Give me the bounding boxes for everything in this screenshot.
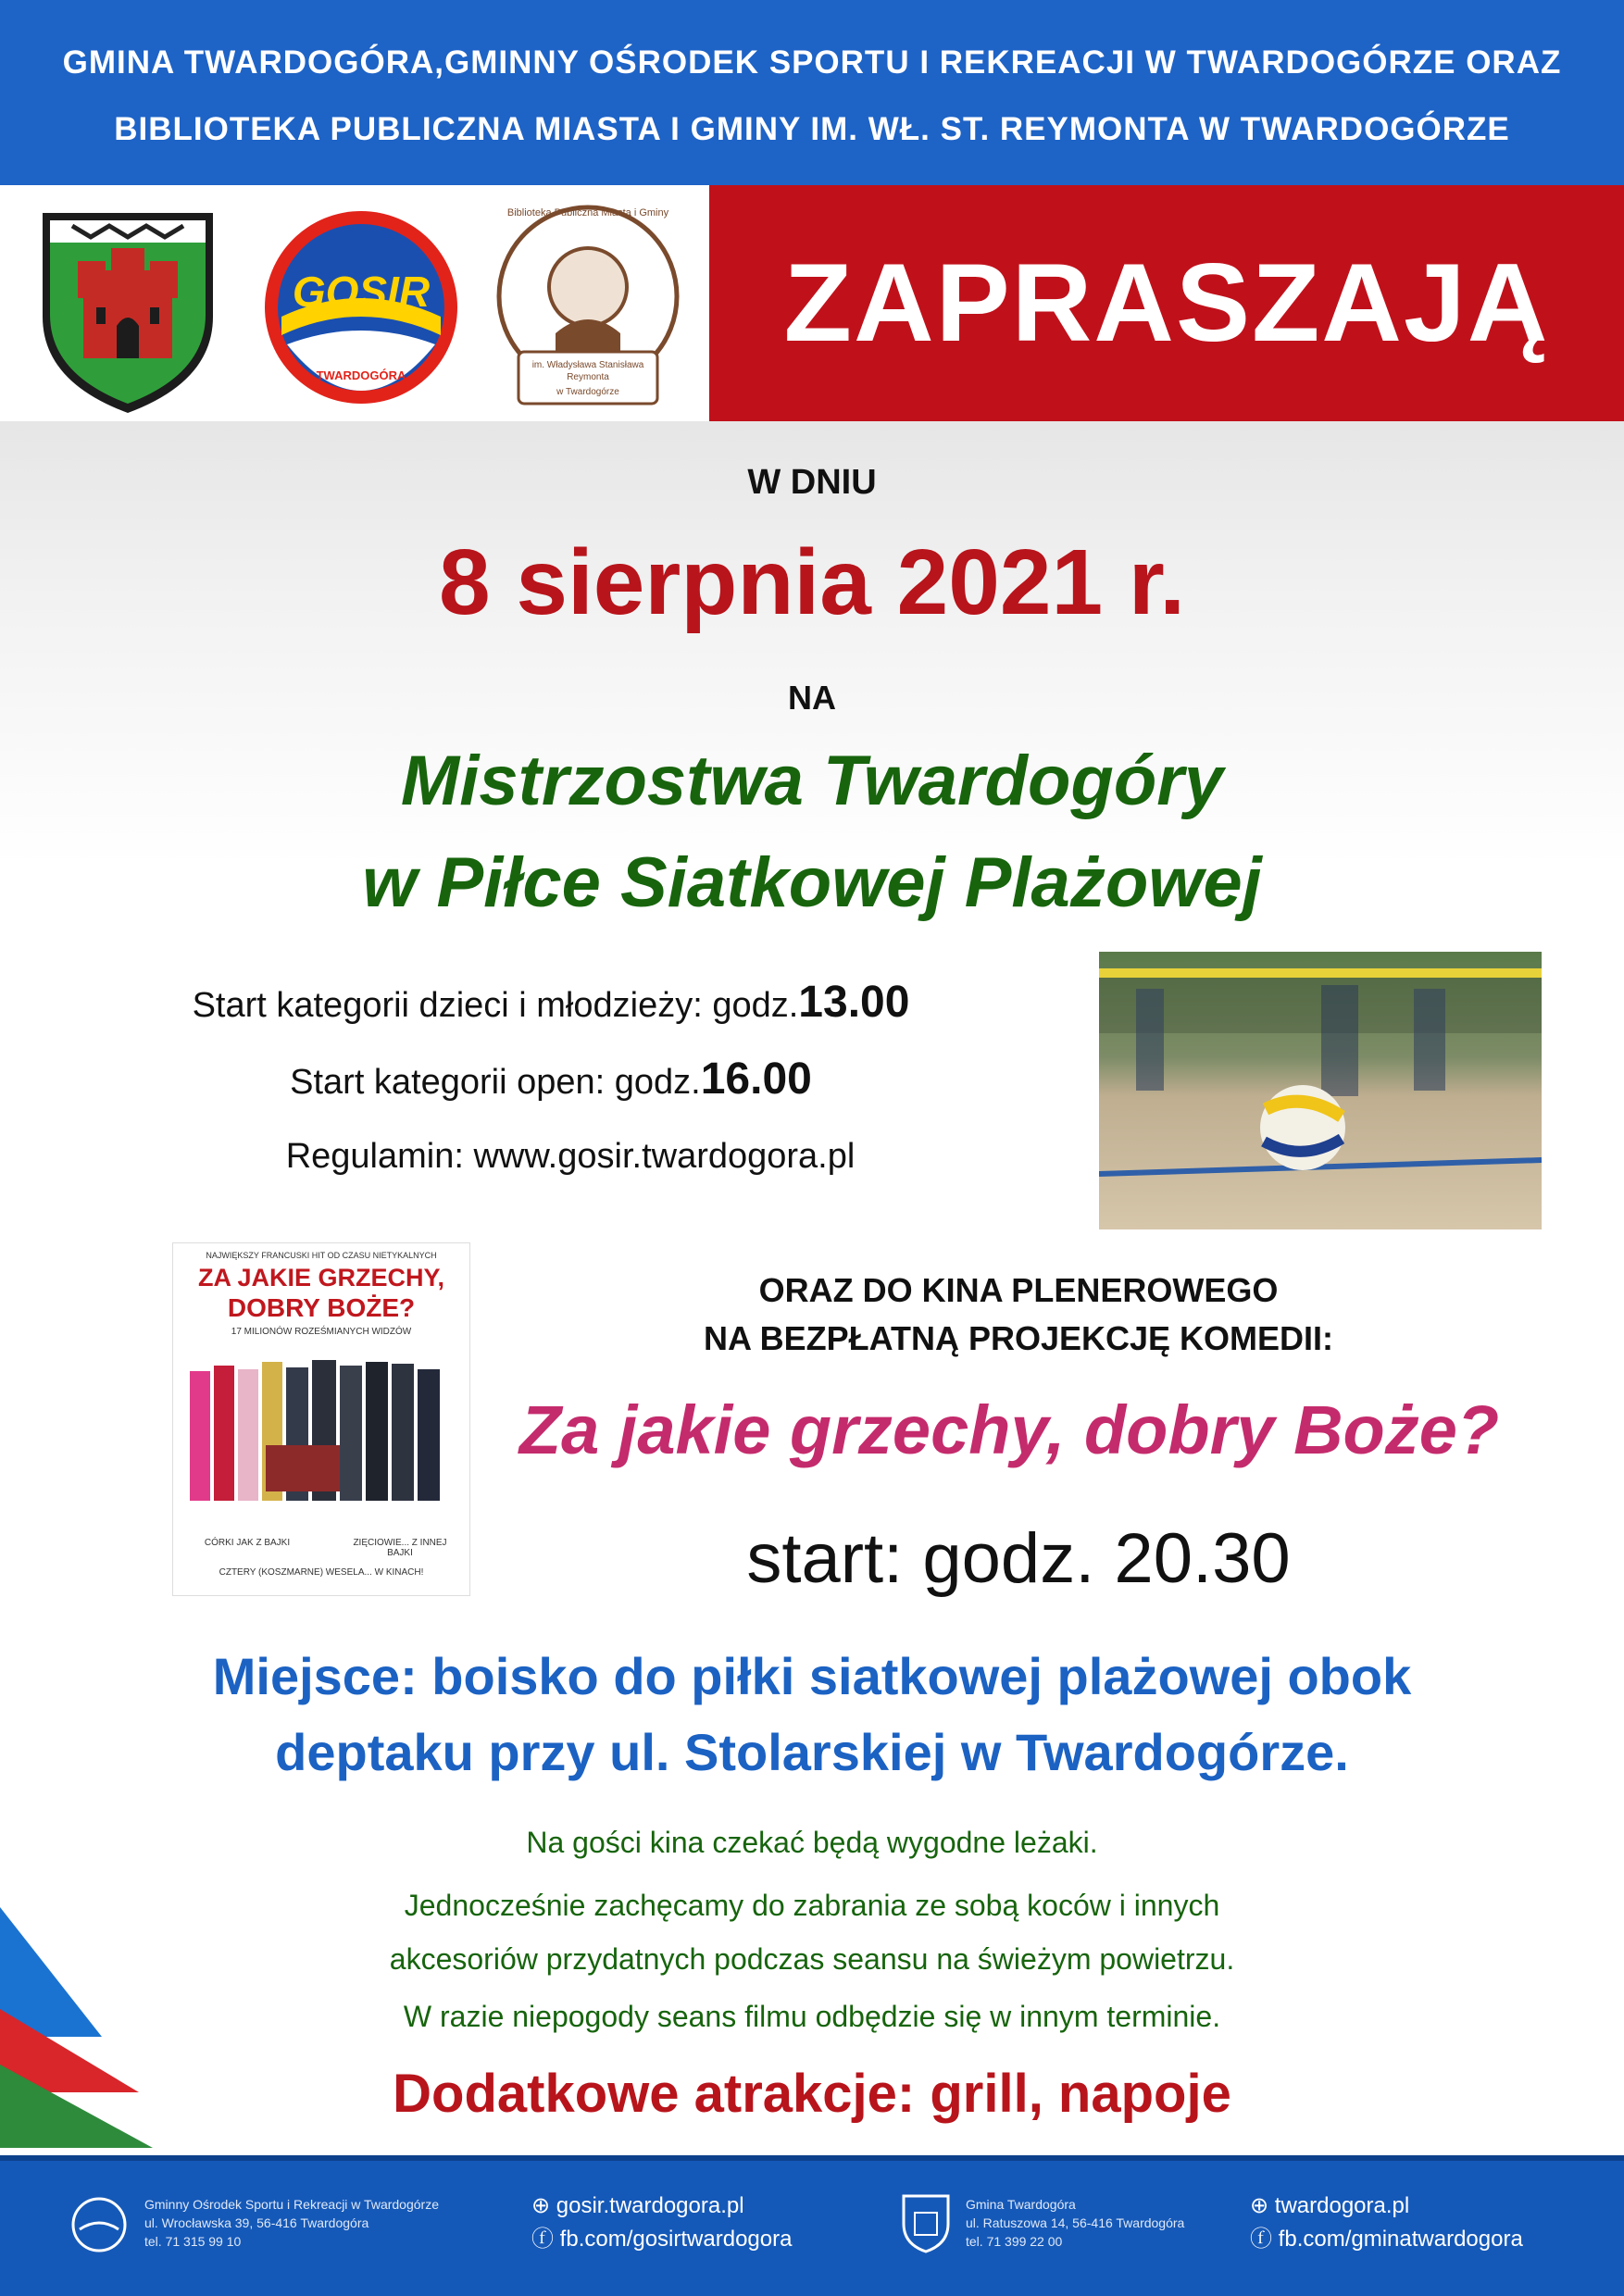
start-youth-time: 13.00: [798, 978, 910, 1027]
start-open-line: [0, 1054, 1102, 1104]
footer-gmina-phone: tel. 71 399 22 00: [966, 2234, 1063, 2249]
start-open-time: 16.00: [700, 1054, 812, 1104]
poster-left-caption: CÓRKI JAK Z BAJKI: [204, 1538, 291, 1548]
footer-gmina-name: Gmina Twardogóra: [966, 2197, 1076, 2212]
rules-link: Regulamin: www.gosir.twardogora.pl: [285, 1137, 856, 1176]
library-logo-ring-text: Biblioteka Publiczna Miasta i Gminy: [506, 207, 669, 218]
globe-icon: ⊕: [531, 2193, 551, 2218]
globe-icon: ⊕: [1250, 2193, 1269, 2218]
facebook-icon: ⓕ: [1250, 2227, 1272, 2252]
poster-subtitle: 17 MILIONÓW ROZEŚMIANYCH WIDZÓW: [231, 1327, 412, 1337]
note-line-4: W razie niepogody seans filmu odbędzie się w innym terminie.: [403, 2000, 1221, 2033]
footer-top-stripe: [0, 2155, 1624, 2161]
footer-gosir-name: Gminny Ośrodek Sportu i Rekreacji w Twardogórze: [144, 2197, 439, 2212]
gosir-footer-logo-icon: [70, 2196, 128, 2253]
library-logo: [491, 194, 685, 421]
start-youth-line: [0, 977, 1102, 1028]
start-youth-label: Start kategorii dzieci i młodzieży: godz.: [192, 986, 799, 1025]
event-title-line-2: w Piłce Siatkowej Plażowej: [362, 843, 1262, 922]
library-logo-name: im. Władysława Stanisława Reymonta: [531, 360, 644, 382]
extras-line: Dodatkowe atrakcje: grill, napoje: [393, 2064, 1231, 2124]
footer-gosir-fb[interactable]: fb.com/gosirtwardogora: [559, 2227, 793, 2252]
header-line-1: GMINA TWARDOGÓRA,GMINNY OŚRODEK SPORTU I REKREACJI W TWARDOGÓRZE ORAZ: [62, 44, 1562, 81]
header-bar: [0, 0, 1624, 185]
footer-gmina-fb-row: [1250, 2224, 1523, 2255]
poster-bottom-line: CZTERY (KOSZMARNE) WESELA... W KINACH!: [219, 1567, 424, 1578]
facebook-icon: ⓕ: [531, 2227, 554, 2252]
movie-title: Za jakie grzechy, dobry Boże?: [518, 1391, 1500, 1468]
poster-top-line: NAJWIĘKSZY FRANCUSKI HIT OD CZASU NIETYKALNYCH: [206, 1251, 437, 1260]
note-line-2: Jednocześnie zachęcamy do zabrania ze sobą koców i innych: [404, 1889, 1220, 1922]
footer-gmina-fb[interactable]: fb.com/gminatwardogora: [1278, 2227, 1523, 2252]
movie-start-time: start: godz. 20.30: [746, 1519, 1291, 1598]
footer-gosir-web[interactable]: gosir.twardogora.pl: [556, 2193, 744, 2218]
footer-bar: [0, 2155, 1624, 2296]
footer-gosir-phone: tel. 71 315 99 10: [144, 2234, 242, 2249]
poster-right-caption: ZIĘCIOWIE... Z INNEJ BAJKI: [353, 1538, 447, 1558]
note-line-1: Na gości kina czekać będą wygodne leżaki.: [526, 1826, 1098, 1859]
footer-gmina-address: ul. Ratuszowa 14, 56-416 Twardogóra: [966, 2215, 1185, 2230]
place-line-2: deptaku przy ul. Stolarskiej w Twardogórze.: [275, 1723, 1349, 1781]
event-title-line-1: Mistrzostwa Twardogóry: [400, 742, 1224, 820]
movie-poster: [172, 1242, 470, 1596]
event-date: 8 sierpnia 2021 r.: [438, 530, 1186, 634]
gosir-logo-text: GOSIR: [292, 268, 431, 316]
start-open-label: Start kategorii open: godz.: [290, 1063, 701, 1102]
header-line-2: BIBLIOTEKA PUBLICZNA MIASTA I GMINY IM. WŁ. ST. REYMONTA W TWARDOGÓRZE: [114, 111, 1510, 147]
library-logo-city: w Twardogórze: [556, 387, 619, 397]
poster-title-2: DOBRY BOŻE?: [227, 1293, 416, 1322]
footer-gosir-web-row: [531, 2190, 744, 2222]
footer-gosir-address: ul. Wrocławska 39, 56-416 Twardogóra: [144, 2215, 369, 2230]
poster-title-1: ZA JAKIE GRZECHY,: [197, 1264, 445, 1292]
gosir-logo-subtext: TWARDOGÓRA: [316, 368, 406, 382]
decorative-triangles: [0, 1907, 167, 2157]
poster-cast-image: [173, 1343, 469, 1538]
footer-gosir-fb-row: [531, 2224, 792, 2255]
place-line-1: Miejsce: boisko do piłki siatkowej plażowej obok: [212, 1647, 1412, 1705]
invite-banner-text: ZAPRASZAJĄ: [783, 241, 1550, 365]
cinema-line-1: ORAZ DO KINA PLENEROWEGO: [758, 1271, 1279, 1309]
gosir-logo: [259, 206, 463, 409]
w-dniu-label: W DNIU: [747, 463, 877, 502]
twardogora-coat-of-arms-logo: [35, 206, 220, 418]
na-label: NA: [788, 679, 836, 717]
note-line-3: akcesoriów przydatnych podczas seansu na świeżym powietrzu.: [389, 1942, 1235, 1976]
cinema-line-2: NA BEZPŁATNĄ PROJEKCJĘ KOMEDII:: [703, 1319, 1334, 1357]
gmina-footer-crest-icon: [900, 2192, 952, 2253]
footer-gmina-web-row: [1250, 2190, 1409, 2222]
footer-gmina-web[interactable]: twardogora.pl: [1274, 2193, 1410, 2218]
invite-banner: [709, 185, 1624, 421]
volleyball-photo: [1099, 952, 1542, 1229]
